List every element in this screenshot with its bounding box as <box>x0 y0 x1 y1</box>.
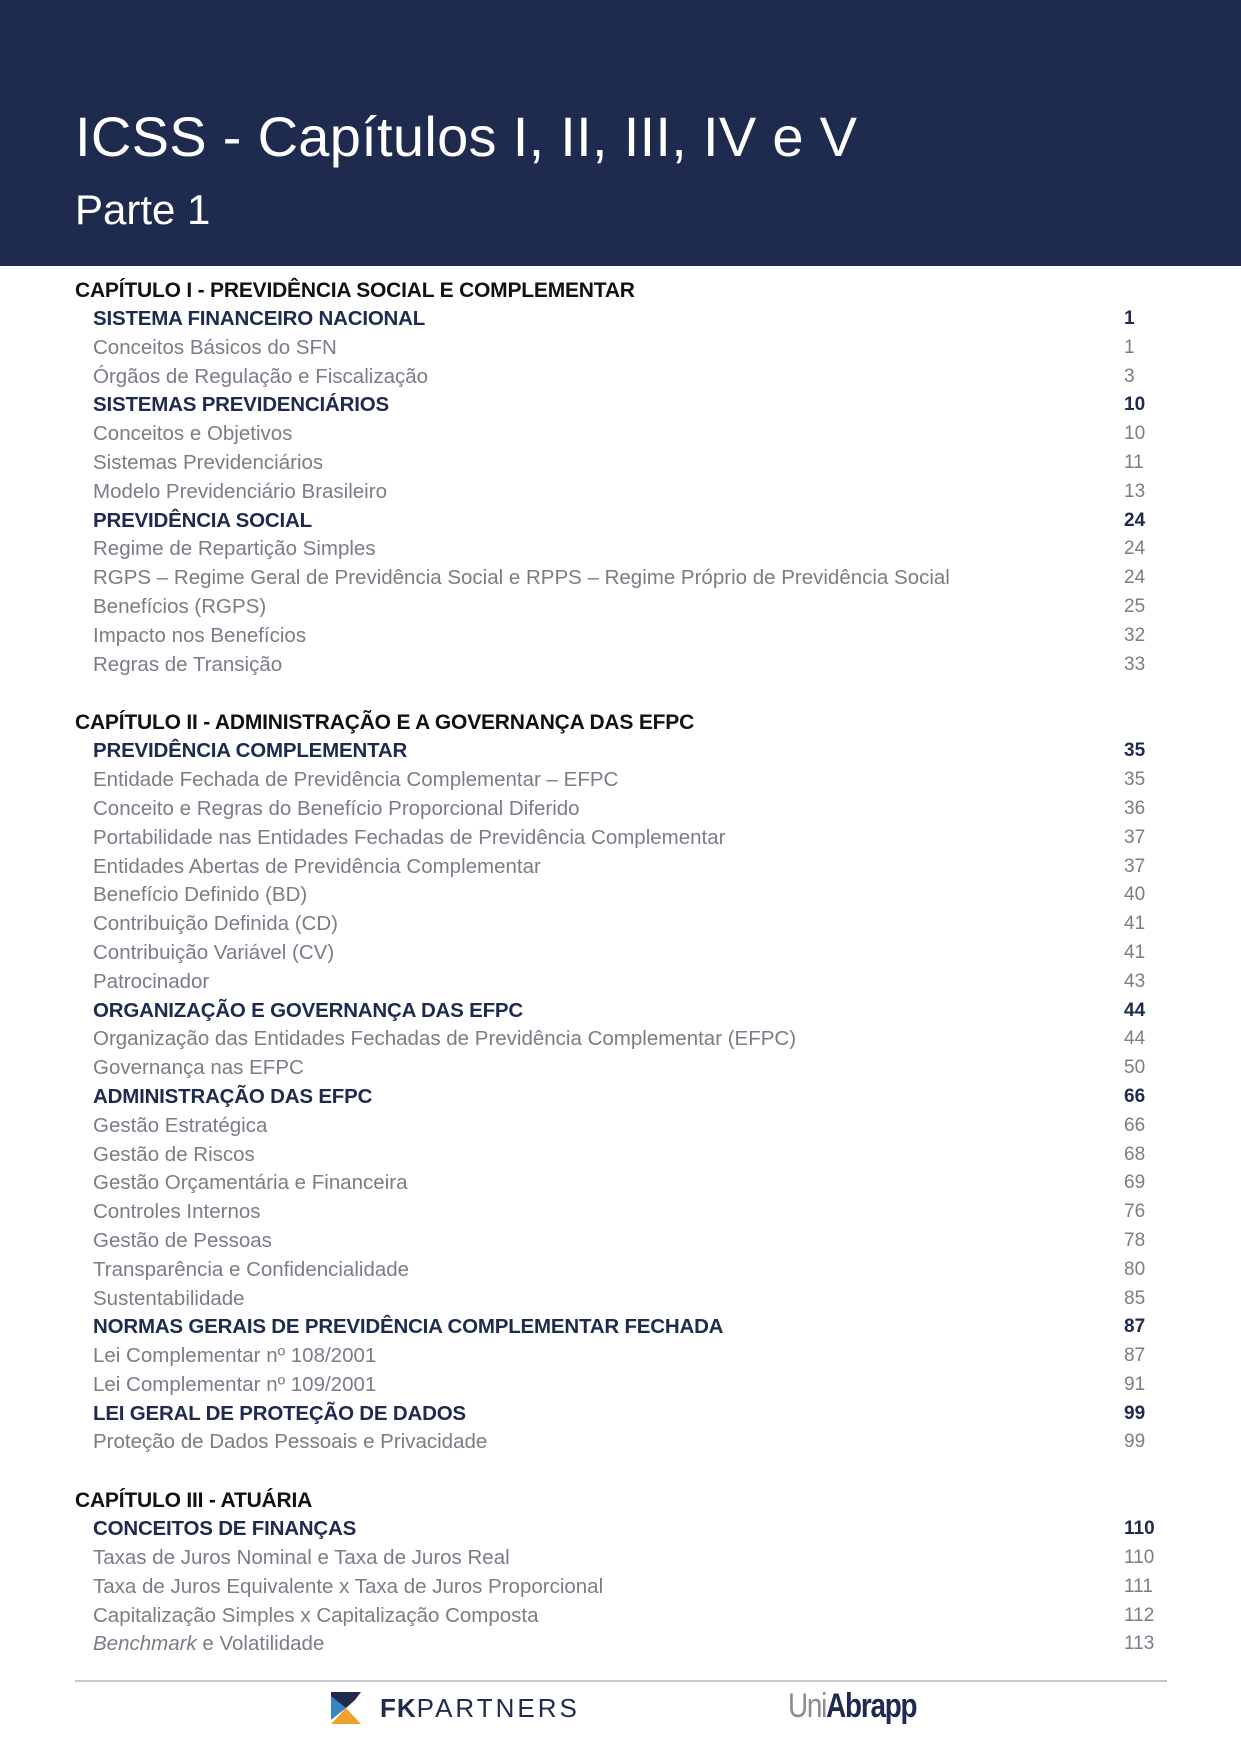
page-number: 24 <box>1124 538 1146 560</box>
section-label: SISTEMA FINANCEIRO NACIONAL <box>93 307 426 330</box>
page-number: 66 <box>1124 1085 1146 1107</box>
item-label: Conceito e Regras do Benefício Proporcional Diferido <box>93 796 580 820</box>
item-label: Sistemas Previdenciários <box>93 450 324 474</box>
item-label: Regime de Repartição Simples <box>93 537 376 561</box>
item-label: Organização das Entidades Fechadas de Previdência Complementar (EFPC) <box>93 1027 797 1051</box>
page-number: 10 <box>1124 423 1146 445</box>
toc-item-row[interactable] <box>75 824 1175 853</box>
page-number: 25 <box>1124 595 1146 617</box>
page-number: 13 <box>1124 480 1146 502</box>
page-number: 112 <box>1124 1604 1155 1626</box>
section-label: PREVIDÊNCIA COMPLEMENTAR <box>93 739 408 763</box>
item-label: Proteção de Dados Pessoais e Privacidade <box>93 1430 488 1454</box>
page-number: 113 <box>1124 1633 1155 1655</box>
toc-section-row[interactable] <box>75 1515 1175 1544</box>
section-label: LEI GERAL DE PROTEÇÃO DE DADOS <box>93 1401 466 1425</box>
item-label: Controles Internos <box>93 1200 261 1224</box>
toc-item-row[interactable] <box>75 1630 1175 1659</box>
toc-item-row[interactable] <box>75 939 1175 968</box>
page-number: 33 <box>1124 653 1146 675</box>
table-of-contents <box>75 276 1175 1688</box>
document-title: ICSS - Capítulos I, II, III, IV e V <box>75 105 858 168</box>
toc-item-row[interactable] <box>75 1602 1175 1631</box>
page-number: 41 <box>1124 913 1146 935</box>
item-label: Benefício Definido (BD) <box>93 883 308 907</box>
toc-section-row[interactable] <box>75 997 1175 1026</box>
page-number: 87 <box>1124 1316 1146 1338</box>
fk-logo-rest: PARTNERS <box>416 1693 580 1723</box>
item-label: Gestão de Pessoas <box>93 1228 272 1252</box>
toc-chapter <box>75 708 1175 1457</box>
toc-item-row[interactable] <box>75 1141 1175 1170</box>
item-label <box>93 1632 324 1655</box>
fk-partners-logo-text <box>380 1693 580 1723</box>
item-label: Lei Complementar nº 109/2001 <box>93 1372 377 1396</box>
page-number: 37 <box>1124 855 1146 877</box>
page-number: 99 <box>1124 1402 1146 1424</box>
uniabrapp-logo-uni: Uni <box>788 1687 827 1725</box>
toc-item-row[interactable] <box>75 1198 1175 1227</box>
page-number: 44 <box>1124 1028 1146 1050</box>
section-label: ADMINISTRAÇÃO DAS EFPC <box>93 1084 373 1108</box>
item-label: Modelo Previdenciário Brasileiro <box>93 479 387 503</box>
page-number: 35 <box>1124 740 1146 762</box>
page-number: 69 <box>1124 1172 1146 1194</box>
page-number: 68 <box>1124 1143 1146 1165</box>
uniabrapp-logo-abrapp: Abrapp <box>826 1687 917 1725</box>
item-label: Entidades Abertas de Previdência Complementar <box>93 854 541 878</box>
toc-item-row[interactable] <box>75 449 1175 478</box>
toc-item-row[interactable] <box>75 593 1175 622</box>
section-label: ORGANIZAÇÃO E GOVERNANÇA DAS EFPC <box>93 998 523 1022</box>
section-label: PREVIDÊNCIA SOCIAL <box>93 508 312 532</box>
page-number: 40 <box>1124 884 1146 906</box>
document-header <box>0 0 1241 266</box>
page-number: 50 <box>1124 1057 1146 1079</box>
item-label: Contribuição Definida (CD) <box>93 912 338 936</box>
toc-section-row[interactable] <box>75 507 1175 536</box>
toc-section-row[interactable] <box>75 1083 1175 1112</box>
page-number: 3 <box>1124 365 1135 387</box>
item-label: Patrocinador <box>93 969 210 993</box>
toc-item-row[interactable] <box>75 420 1175 449</box>
item-label: Entidade Fechada de Previdência Complementar – EFPC <box>93 768 619 792</box>
item-label: Sustentabilidade <box>93 1286 245 1310</box>
footer-divider <box>75 1680 1167 1682</box>
toc-item-row[interactable] <box>75 564 1175 593</box>
item-label: Órgãos de Regulação e Fiscalização <box>93 364 429 388</box>
page-number: 35 <box>1124 769 1146 791</box>
page-number: 110 <box>1124 1547 1155 1569</box>
page-number: 80 <box>1124 1258 1146 1280</box>
toc-item-row[interactable] <box>75 910 1175 939</box>
toc-section-row[interactable] <box>75 1313 1175 1342</box>
item-label: Gestão Orçamentária e Financeira <box>93 1171 408 1195</box>
item-label-italic: Benchmark <box>93 1632 197 1656</box>
item-label: Taxa de Juros Equivalente x Taxa de Juros Proporcional <box>93 1574 604 1598</box>
toc-item-row[interactable] <box>75 1054 1175 1083</box>
item-label: Capitalização Simples x Capitalização Composta <box>93 1603 539 1627</box>
item-label: Gestão Estratégica <box>93 1113 268 1137</box>
toc-item-row[interactable] <box>75 795 1175 824</box>
page-number: 36 <box>1124 797 1146 819</box>
toc-item-row[interactable] <box>75 1112 1175 1141</box>
page-number: 24 <box>1124 567 1146 589</box>
toc-item-row[interactable] <box>75 881 1175 910</box>
item-label: Taxas de Juros Nominal e Taxa de Juros Real <box>93 1546 510 1570</box>
toc-item-row[interactable] <box>75 1428 1175 1457</box>
section-label: NORMAS GERAIS DE PREVIDÊNCIA COMPLEMENTAR FECHADA <box>93 1315 724 1339</box>
item-label: Impacto nos Benefícios <box>93 623 307 647</box>
toc-item-row[interactable] <box>75 853 1175 882</box>
page-number: 24 <box>1124 509 1146 531</box>
fk-logo-bold: FK <box>380 1693 417 1723</box>
section-label: SISTEMAS PREVIDENCIÁRIOS <box>93 393 389 417</box>
toc-section-row[interactable] <box>75 737 1175 766</box>
toc-chapter <box>75 1486 1175 1659</box>
toc-chapter <box>75 276 1175 679</box>
page-number: 10 <box>1124 394 1146 416</box>
item-label: Gestão de Riscos <box>93 1142 255 1166</box>
item-label: Lei Complementar nº 108/2001 <box>93 1344 377 1368</box>
toc-item-row[interactable] <box>75 1025 1175 1054</box>
chapter-title[interactable]: CAPÍTULO III - ATUÁRIA <box>75 1489 313 1513</box>
item-label: Contribuição Variável (CV) <box>93 940 335 964</box>
toc-item-row[interactable] <box>75 766 1175 795</box>
page-number: 11 <box>1124 451 1144 473</box>
page-number: 99 <box>1124 1431 1146 1453</box>
toc-item-row[interactable] <box>75 1256 1175 1285</box>
toc-item-row[interactable] <box>75 651 1175 680</box>
page-number: 76 <box>1124 1201 1146 1223</box>
toc-item-row[interactable] <box>75 622 1175 651</box>
toc-item-row[interactable] <box>75 1371 1175 1400</box>
item-label-rest: e Volatilidade <box>196 1632 325 1656</box>
document-subtitle: Parte 1 <box>75 186 211 233</box>
item-label: Transparência e Confidencialidade <box>93 1257 410 1281</box>
item-label: Benefícios (RGPS) <box>93 594 267 618</box>
toc-item-row[interactable] <box>75 535 1175 564</box>
page-number: 37 <box>1124 826 1146 848</box>
section-label: CONCEITOS DE FINANÇAS <box>93 1517 357 1541</box>
page-number: 87 <box>1124 1345 1146 1367</box>
item-label: Conceitos Básicos do SFN <box>93 335 337 359</box>
page-number: 1 <box>1124 336 1135 358</box>
item-label: Governança nas EFPC <box>93 1056 304 1080</box>
toc-item-row[interactable] <box>75 1169 1175 1198</box>
page-number: 32 <box>1124 624 1146 646</box>
page-number: 85 <box>1124 1287 1146 1309</box>
toc-section-row[interactable] <box>75 391 1175 420</box>
page-number: 78 <box>1124 1229 1146 1251</box>
toc-item-row[interactable] <box>75 1544 1175 1573</box>
toc-section-row[interactable] <box>75 1400 1175 1429</box>
page-number: 110 <box>1124 1518 1155 1540</box>
page-number: 43 <box>1124 970 1146 992</box>
page-number: 111 <box>1124 1575 1153 1597</box>
chapter-title[interactable]: CAPÍTULO I - PREVIDÊNCIA SOCIAL E COMPLEMENTAR <box>75 279 635 302</box>
item-label: RGPS – Regime Geral de Previdência Social e RPPS – Regime Próprio de Previdência Social <box>93 566 950 590</box>
toc-item-row[interactable] <box>75 363 1175 392</box>
toc-item-row[interactable] <box>75 968 1175 997</box>
toc-section-row[interactable] <box>75 305 1175 334</box>
toc-item-row[interactable] <box>75 1573 1175 1602</box>
page-number: 1 <box>1124 308 1135 329</box>
toc-item-row[interactable] <box>75 1227 1175 1256</box>
page-number: 41 <box>1124 941 1146 963</box>
uniabrapp-logo <box>788 1686 916 1726</box>
page-number: 66 <box>1124 1114 1146 1136</box>
toc-item-row[interactable] <box>75 1342 1175 1371</box>
chapter-title[interactable]: CAPÍTULO II - ADMINISTRAÇÃO E A GOVERNANÇA DAS EFPC <box>75 711 695 735</box>
item-label: Regras de Transição <box>93 652 283 676</box>
toc-item-row[interactable] <box>75 478 1175 507</box>
page-number: 44 <box>1124 999 1146 1021</box>
toc-item-row[interactable] <box>75 334 1175 363</box>
fk-partners-logo-icon <box>331 1692 361 1724</box>
item-label: Conceitos e Objetivos <box>93 422 293 446</box>
toc-item-row[interactable] <box>75 1285 1175 1314</box>
page-number: 91 <box>1124 1373 1146 1395</box>
item-label: Portabilidade nas Entidades Fechadas de Previdência Complementar <box>93 825 726 849</box>
